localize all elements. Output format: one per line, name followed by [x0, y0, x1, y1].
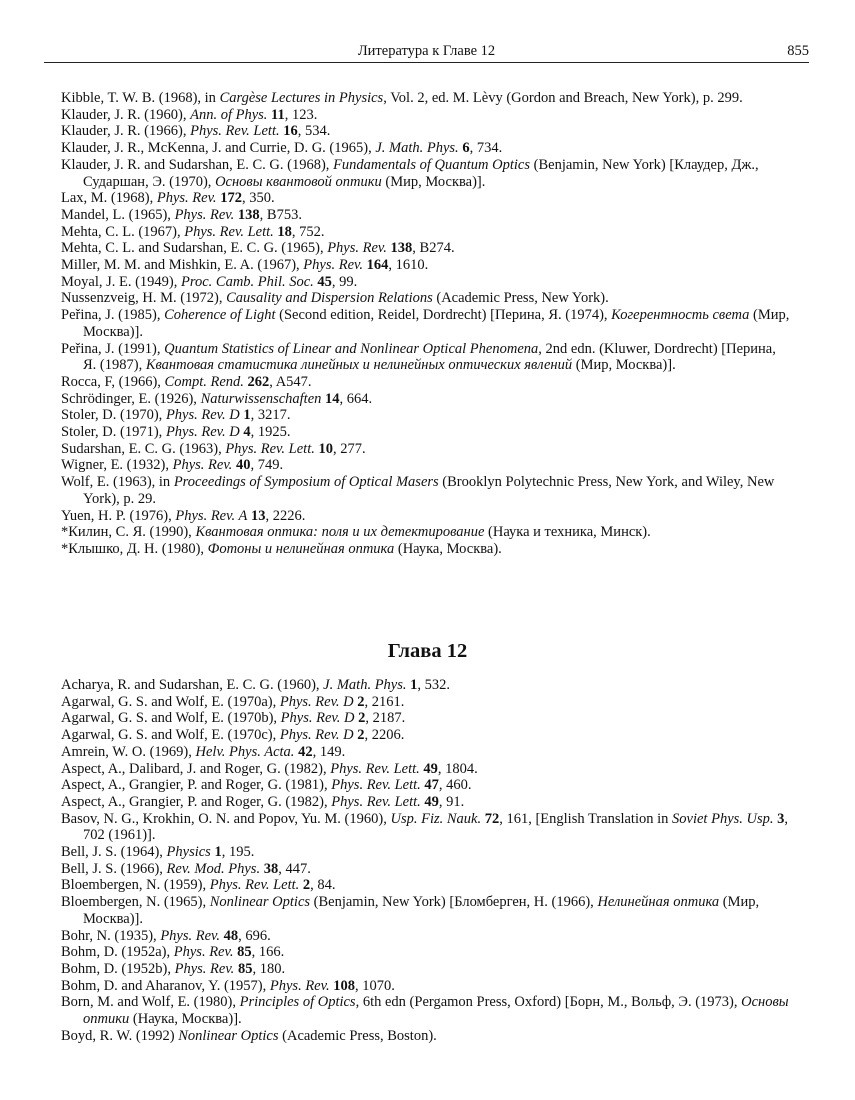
reference-text: Bell, J. S. (1964),: [61, 844, 167, 861]
reference-text: , 91.: [438, 793, 465, 810]
reference-text: , 350.: [241, 190, 275, 207]
reference-text: Amrein, W. O. (1969),: [61, 743, 196, 760]
reference-volume-bold: 1: [410, 677, 418, 693]
reference-text: Lax, M. (1968),: [61, 190, 157, 207]
reference-entry: [61, 190, 792, 207]
reference-volume-bold: 2: [357, 693, 365, 710]
reference-entry: [61, 474, 792, 507]
reference-text: , 180.: [252, 960, 286, 977]
reference-entry: [61, 794, 792, 811]
reference-volume-bold: 262: [247, 373, 270, 390]
reference-title-italic: Usp. Fiz. Nauk.: [390, 810, 482, 827]
reference-entry: [61, 374, 792, 391]
reference-text: Klauder, J. R. (1966),: [61, 123, 191, 140]
reference-text: , 532.: [417, 677, 451, 693]
reference-title-italic: Fundamentals of Quantum Optics: [333, 156, 531, 173]
reference-text: Aspect, A., Grangier, P. and Roger, G. (1982),: [61, 793, 332, 810]
reference-text: , 2206.: [364, 727, 405, 744]
reference-title-italic: Phys. Rev. D: [279, 727, 354, 744]
reference-text: , 447.: [278, 860, 311, 877]
reference-title-italic: Фотоны и нелинейная оптика: [207, 540, 395, 557]
reference-text: , 2226.: [265, 507, 306, 524]
reference-entry: [61, 90, 792, 107]
reference-entry: [61, 107, 792, 124]
reference-title-italic: Phys. Rev.: [156, 190, 217, 207]
reference-text: Nussenzveig, H. M. (1972),: [61, 290, 227, 307]
reference-volume-bold: 40: [235, 457, 251, 474]
reference-volume-bold: 49: [424, 793, 439, 810]
reference-title-italic: Nonlinear Optics: [178, 1027, 279, 1044]
reference-volume-bold: 14: [325, 390, 340, 407]
reference-text: Bohr, N. (1935),: [61, 927, 161, 944]
reference-title-italic: Основы оптики: [83, 994, 789, 1028]
reference-entry: [61, 877, 792, 894]
reference-entry: [61, 861, 792, 878]
reference-text: Born, M. and Wolf, E. (1980),: [61, 994, 240, 1011]
reference-entry: [61, 441, 792, 458]
reference-text: Stoler, D. (1971),: [61, 424, 166, 441]
reference-title-italic: Phys. Rev.: [173, 944, 234, 961]
reference-text: , 84.: [310, 877, 336, 894]
reference-text: , 3217.: [250, 407, 291, 424]
reference-text: Basov, N. G., Krokhin, O. N. and Popov, Yu. M. (1960),: [61, 810, 391, 827]
reference-text: Schrödinger, E. (1926),: [61, 390, 201, 407]
reference-text: Yuen, H. P. (1976),: [61, 507, 176, 524]
reference-entry: [61, 761, 792, 778]
reference-volume-bold: 3: [777, 810, 785, 827]
reference-text: , 2187.: [365, 710, 406, 727]
reference-entry: [61, 894, 792, 927]
reference-text: Bohm, D. (1952a),: [61, 944, 174, 961]
reference-volume-bold: 172: [220, 190, 242, 207]
reference-text: , 664.: [339, 390, 373, 407]
reference-text: Bohm, D. (1952b),: [61, 960, 175, 977]
reference-title-italic: Phys. Rev. Lett.: [209, 877, 300, 894]
reference-title-italic: Principles of Optics: [239, 994, 356, 1011]
reference-title-italic: Phys. Rev.: [327, 240, 387, 257]
reference-entry: [61, 274, 792, 291]
reference-title-italic: Phys. Rev. D: [279, 693, 354, 710]
reference-text: (Наука и техника, Минск).: [484, 524, 651, 541]
reference-volume-bold: 48: [223, 927, 239, 944]
reference-title-italic: Phys. Rev. D: [165, 424, 240, 441]
reference-entry: [61, 710, 792, 727]
reference-title-italic: Proc. Camb. Phil. Soc.: [181, 273, 314, 290]
reference-text: (Benjamin, New York) [Клаудер, Дж., Сударшан, Э. (1970),: [83, 156, 759, 190]
reference-volume-bold: 16: [283, 123, 298, 140]
reference-entry: [61, 961, 792, 978]
reference-text: *Клышко, Д. Н. (1980),: [61, 540, 208, 557]
reference-volume-bold: 49: [423, 760, 438, 777]
reference-text: Agarwal, G. S. and Wolf, E. (1970c),: [61, 727, 280, 744]
reference-entry: [61, 341, 792, 374]
reference-title-italic: Physics: [166, 844, 211, 861]
reference-text: (Мир, Москва)].: [83, 307, 790, 340]
reference-text: , 149.: [312, 743, 346, 760]
reference-entry: [61, 207, 792, 224]
reference-text: Moyal, J. E. (1949),: [61, 273, 182, 290]
reference-volume-bold: 11: [271, 106, 285, 123]
reference-entry: [61, 844, 792, 861]
reference-text: Peřina, J. (1985),: [61, 307, 165, 324]
reference-title-italic: Нелинейная оптика: [597, 894, 720, 911]
reference-text: , 1070.: [354, 977, 395, 994]
reference-volume-bold: 45: [317, 273, 332, 290]
reference-title-italic: Causality and Dispersion Relations: [226, 290, 433, 307]
reference-text: Aspect, A., Dalibard, J. and Roger, G. (1982),: [61, 760, 331, 777]
reference-volume-bold: 1: [214, 844, 222, 861]
reference-title-italic: Phys. Rev. D: [280, 710, 355, 727]
reference-title-italic: Phys. Rev.: [174, 960, 235, 977]
reference-text: (Наука, Москва)].: [129, 1011, 242, 1028]
reference-entry: [61, 744, 792, 761]
reference-entry: [61, 391, 792, 408]
reference-title-italic: Ann. of Phys.: [190, 106, 268, 123]
reference-title-italic: Phys. Rev. Lett.: [184, 223, 274, 240]
reference-title-italic: Nonlinear Optics: [209, 894, 311, 911]
reference-text: (Academic Press, New York).: [432, 290, 609, 307]
reference-list-chapter-12: [61, 677, 792, 1044]
reference-entry: [61, 424, 792, 441]
reference-title-italic: Rev. Mod. Phys.: [166, 860, 261, 877]
reference-text: Bloembergen, N. (1965),: [61, 894, 210, 911]
reference-volume-bold: 72: [484, 810, 500, 827]
reference-text: , 749.: [250, 457, 284, 474]
chapter-heading: Глава 12: [387, 640, 468, 662]
reference-title-italic: Phys. Rev. D: [165, 407, 240, 424]
reference-text: , 460.: [438, 777, 472, 794]
reference-text: , A547.: [269, 373, 312, 390]
reference-entry: [61, 1028, 792, 1045]
reference-title-italic: Phys. Rev. Lett.: [330, 760, 420, 777]
reference-entry: [61, 677, 792, 694]
reference-title-italic: Phys. Rev.: [174, 206, 235, 223]
reference-text: , 752.: [291, 223, 325, 240]
reference-text: , 99.: [331, 273, 358, 290]
reference-text: , 1610.: [388, 257, 429, 274]
reference-text: Rocca, F, (1966),: [61, 373, 165, 390]
reference-text: *Килин, С. Я. (1990),: [61, 524, 196, 541]
reference-text: Agarwal, G. S. and Wolf, E. (1970a),: [61, 693, 280, 710]
running-title: Литература к Главе 12: [357, 43, 496, 59]
reference-title-italic: Квантовая оптика: поля и их детектирование: [195, 524, 485, 541]
reference-text: Wigner, E. (1932),: [61, 457, 173, 474]
reference-title-italic: Helv. Phys. Acta.: [195, 743, 295, 760]
reference-volume-bold: 2: [358, 710, 366, 727]
reference-volume-bold: 2: [302, 877, 311, 894]
reference-text: , 277.: [332, 440, 366, 457]
reference-volume-bold: 13: [250, 507, 266, 524]
reference-text: Aspect, A., Grangier, P. and Roger, G. (1981),: [61, 777, 332, 794]
reference-text: (Benjamin, New York) [Бломберген, Н. (1966),: [310, 894, 598, 911]
reference-entry: [61, 508, 792, 525]
reference-text: , B274.: [412, 240, 455, 257]
reference-text: Sudarshan, E. C. G. (1963),: [61, 440, 226, 457]
reference-volume-bold: 6: [462, 140, 470, 157]
reference-text: Bell, J. S. (1966),: [61, 860, 167, 877]
reference-title-italic: Phys. Rev.: [172, 457, 233, 474]
reference-title-italic: Proceedings of Symposium of Optical Masers: [173, 474, 439, 491]
reference-text: , 2161.: [364, 693, 405, 710]
reference-title-italic: Phys. Rev. Lett.: [331, 777, 421, 794]
reference-text: , 6th edn (Pergamon Press, Oxford) [Борн, М., Вольф, Э. (1973),: [355, 994, 742, 1011]
reference-text: (Second edition, Reidel, Dordrecht) [Перина, Я. (1974),: [275, 307, 612, 324]
reference-title-italic: J. Math. Phys.: [375, 140, 459, 157]
reference-entry: [61, 457, 792, 474]
reference-title-italic: Phys. Rev. Lett.: [225, 440, 315, 457]
reference-text: Mandel, L. (1965),: [61, 206, 175, 223]
reference-text: , 123.: [284, 106, 318, 123]
reference-text: , 2nd edn. (Kluwer, Dordrecht) [Перина, Я. (1987),: [83, 340, 776, 374]
reference-text: Klauder, J. R., McKenna, J. and Currie, D. G. (1965),: [61, 140, 376, 157]
reference-entry: [61, 978, 792, 995]
reference-entry: [61, 240, 792, 257]
reference-entry: [61, 224, 792, 241]
reference-volume-bold: 47: [424, 777, 439, 794]
reference-entry: [61, 524, 792, 541]
reference-text: , 161, [English Translation in: [499, 810, 673, 827]
reference-list-previous-chapter: [61, 90, 792, 558]
page-number: 855: [787, 43, 809, 59]
reference-title-italic: Phys. Rev.: [269, 977, 330, 994]
reference-text: (Мир, Москва)].: [381, 173, 486, 190]
reference-text: , 166.: [251, 944, 285, 961]
reference-entry: [61, 694, 792, 711]
reference-text: , 1925.: [250, 424, 291, 441]
reference-title-italic: Phys. Rev.: [160, 927, 221, 944]
reference-text: , 696.: [238, 927, 271, 944]
reference-text: (Мир, Москва)].: [572, 357, 676, 374]
reference-entry: [61, 944, 792, 961]
reference-text: Mehta, C. L. (1967),: [61, 223, 185, 240]
reference-text: Kibble, T. W. B. (1968), in: [61, 90, 220, 106]
reference-volume-bold: 164: [366, 257, 389, 274]
reference-text: Bohm, D. and Aharanov, Y. (1957),: [61, 977, 270, 994]
reference-entry: [61, 928, 792, 945]
running-header: [44, 42, 809, 63]
reference-text: , 195.: [221, 844, 255, 861]
reference-text: , 734.: [469, 140, 503, 157]
reference-text: Mehta, C. L. and Sudarshan, E. C. G. (1965),: [61, 240, 328, 257]
reference-text: Miller, M. M. and Mishkin, E. A. (1967),: [61, 257, 304, 274]
reference-entry: [61, 777, 792, 794]
reference-text: Acharya, R. and Sudarshan, E. C. G. (1960),: [61, 677, 324, 693]
reference-text: (Academic Press, Boston).: [278, 1027, 437, 1044]
reference-entry: [61, 123, 792, 140]
reference-entry: [61, 811, 792, 844]
reference-text: , Vol. 2, ed. M. Lèvy (Gordon and Breach, New York), p. 299.: [383, 90, 743, 106]
reference-volume-bold: 108: [333, 977, 355, 994]
reference-title-italic: Naturwissenschaften: [200, 390, 322, 407]
reference-volume-bold: 85: [237, 960, 253, 977]
reference-volume-bold: 42: [298, 743, 313, 760]
reference-title-italic: Coherence of Light: [164, 307, 276, 324]
reference-title-italic: J. Math. Phys.: [323, 677, 407, 693]
reference-volume-bold: 10: [318, 440, 333, 457]
reference-text: , 702 (1961)].: [83, 810, 789, 844]
reference-title-italic: Phys. Rev.: [303, 257, 364, 274]
reference-title-italic: Phys. Rev. Lett.: [331, 793, 421, 810]
reference-entry: [61, 307, 792, 340]
reference-volume-bold: 1: [243, 407, 251, 424]
reference-text: Bloembergen, N. (1959),: [61, 877, 210, 894]
reference-text: Klauder, J. R. and Sudarshan, E. C. G. (1968),: [61, 156, 334, 173]
reference-text: , 534.: [297, 123, 331, 140]
reference-entry: [61, 257, 792, 274]
reference-title-italic: Квантовая статистика линейных и нелинейных оптических явлений: [145, 357, 573, 374]
reference-title-italic: Основы квантовой оптики: [215, 173, 382, 190]
reference-volume-bold: 85: [237, 944, 252, 961]
reference-volume-bold: 2: [357, 727, 365, 744]
reference-entry: [61, 727, 792, 744]
reference-text: (Наука, Москва).: [394, 540, 502, 557]
reference-text: Stoler, D. (1970),: [61, 407, 166, 424]
reference-entry: [61, 541, 792, 558]
reference-entry: [61, 140, 792, 157]
reference-entry: [61, 994, 792, 1027]
reference-volume-bold: 18: [277, 223, 292, 240]
reference-entry: [61, 157, 792, 190]
reference-volume-bold: 38: [263, 860, 279, 877]
reference-title-italic: Quantum Statistics of Linear and Nonlinear Optical Phenomena: [164, 340, 539, 357]
reference-text: , 1804.: [437, 760, 478, 777]
reference-volume-bold: 138: [237, 206, 260, 223]
reference-text: Wolf, E. (1963), in: [61, 474, 174, 491]
reference-title-italic: Phys. Rev. A: [175, 507, 248, 524]
reference-text: Boyd, R. W. (1992): [61, 1027, 179, 1044]
reference-text: Agarwal, G. S. and Wolf, E. (1970b),: [61, 710, 281, 727]
reference-text: Peřina, J. (1991),: [61, 340, 165, 357]
reference-text: (Brooklyn Polytechnic Press, New York, and Wiley, New York), p. 29.: [83, 474, 775, 507]
reference-text: Klauder, J. R. (1960),: [61, 106, 191, 123]
reference-entry: [61, 407, 792, 424]
reference-title-italic: Soviet Phys. Usp.: [672, 810, 774, 827]
reference-entry: [61, 290, 792, 307]
reference-title-italic: Cargèse Lectures in Physics: [219, 90, 384, 106]
reference-volume-bold: 138: [390, 240, 413, 257]
reference-volume-bold: 4: [243, 424, 251, 441]
reference-title-italic: Когерентность света: [611, 307, 750, 324]
reference-title-italic: Compt. Rend.: [164, 373, 244, 390]
reference-title-italic: Phys. Rev. Lett.: [190, 123, 280, 140]
reference-text: , B753.: [259, 206, 302, 223]
reference-text: (Мир, Москва)].: [83, 894, 760, 927]
